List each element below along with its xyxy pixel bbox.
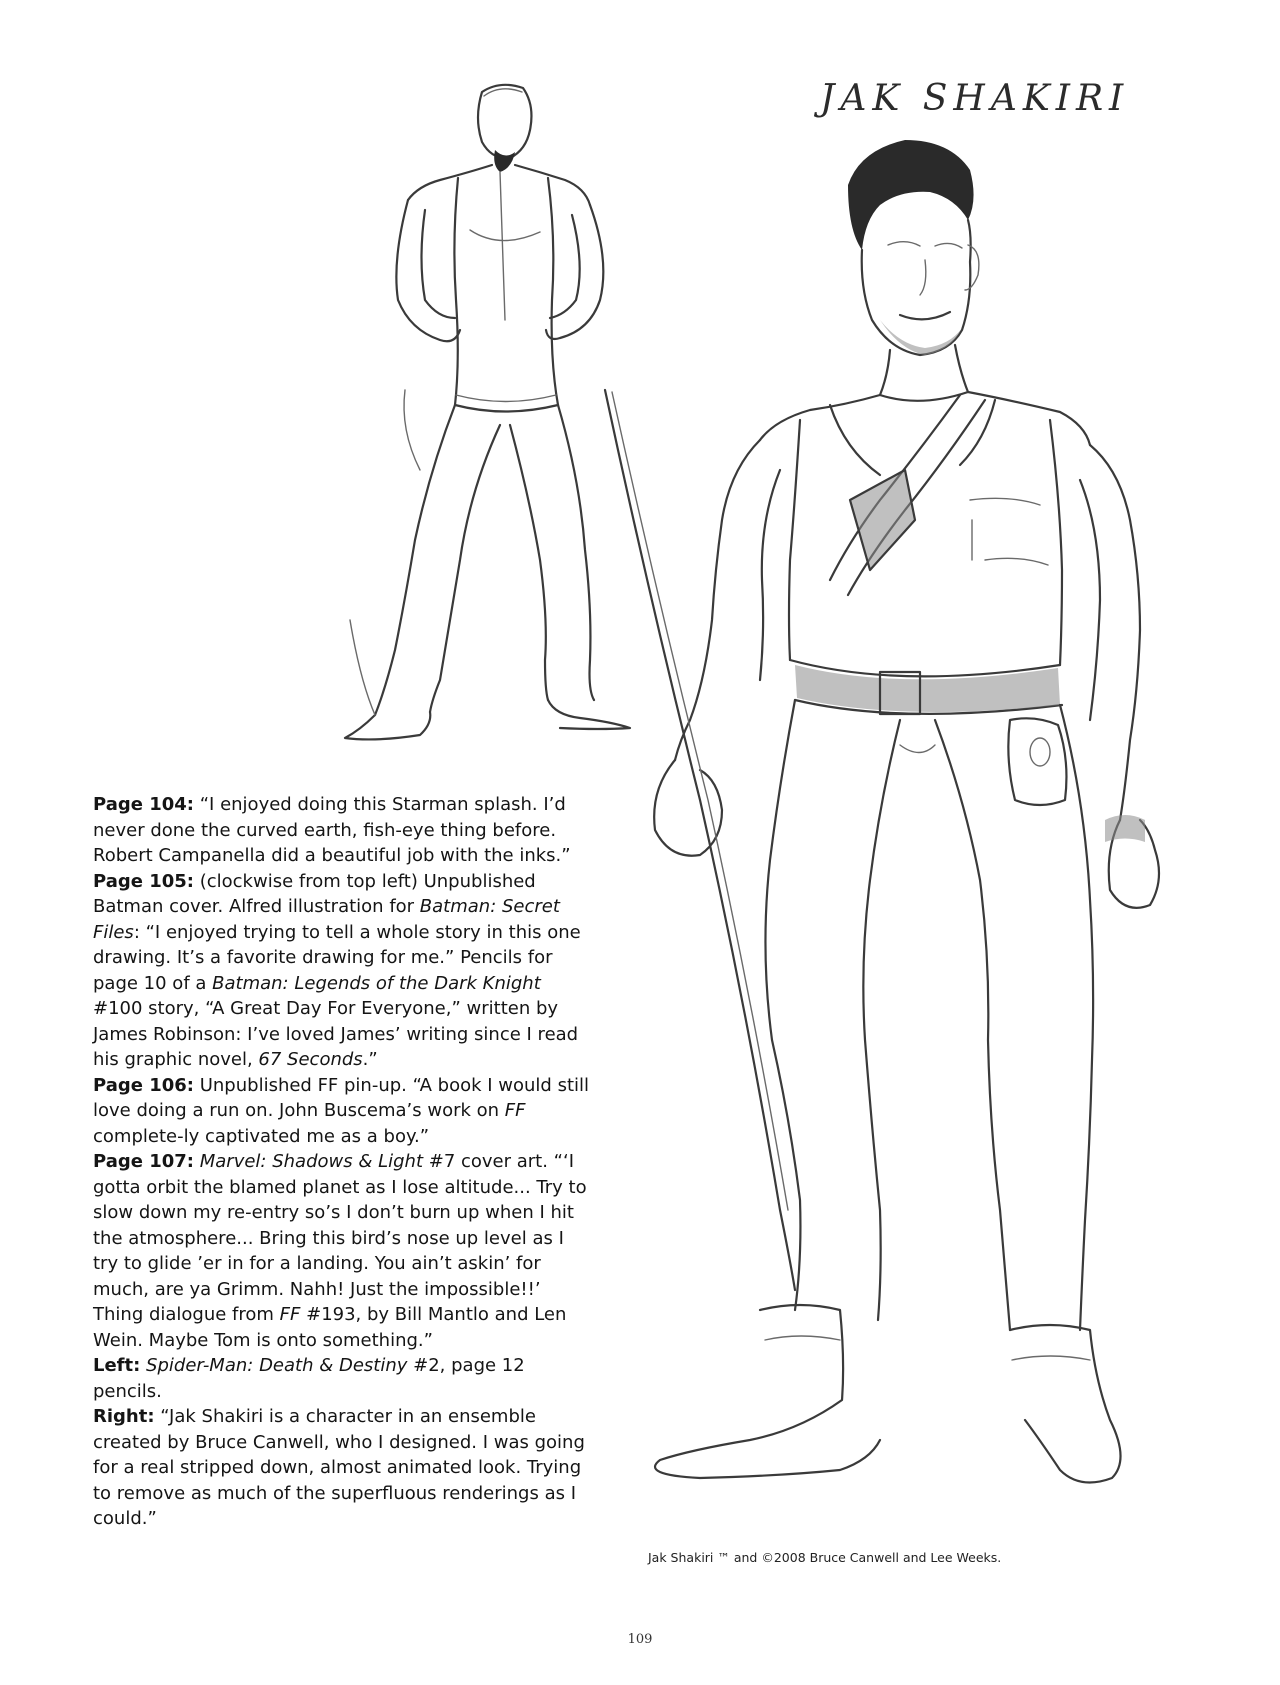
caption-entry bbox=[93, 792, 593, 869]
page-number: 109 bbox=[627, 1632, 653, 1647]
caption-text: “I enjoyed doing this Starman splash. I’d never done the curved earth, fish-eye thing before. Robert Campanella did a beautiful job with the inks.” bbox=[93, 794, 571, 866]
caption-text: Unpublished FF pin-up. “A book I would still love doing a run on. John Buscema’s work on bbox=[93, 1074, 590, 1121]
caption-title-italic: Spider-Man: Death & Destiny bbox=[146, 1355, 408, 1376]
caption-text: “Jak Shakiri is a character in an ensemble created by Bruce Canwell, who I designed. I was going for a real stripped down, almost animated look. Trying to remove as much of the superfluous renderings as I could.” bbox=[93, 1406, 585, 1529]
caption-entry bbox=[93, 1149, 593, 1353]
caption-title-italic: Marvel: Shadows & Light bbox=[199, 1151, 424, 1172]
background-figure-sketch bbox=[345, 85, 630, 740]
caption-entry-label: Page 105: bbox=[93, 870, 194, 892]
caption-title-italic: FF bbox=[504, 1100, 526, 1121]
caption-text: #193, by Bill Mantlo and Len Wein. Maybe Tom is onto something.” bbox=[93, 1304, 567, 1351]
caption-entry bbox=[93, 1404, 593, 1532]
jak-shakiri-sketch bbox=[605, 140, 1159, 1483]
caption-text: .” bbox=[362, 1049, 378, 1070]
sketch-handwritten-title: JAK SHAKIRI bbox=[820, 78, 1130, 119]
caption-text: #100 story, “A Great Day For Everyone,” written by James Robinson: I’ve loved James’ writing since I read his graphic novel, bbox=[93, 998, 579, 1070]
caption-text: complete-ly captivated me as a boy.” bbox=[93, 1125, 430, 1147]
caption-text: #7 cover art. “‘I gotta orbit the blamed planet as I lose altitude... Try to slow down my re-entry so’s I don’t burn up when I hit the atmosphere... Bring this bird’s nose up level as I try to glide ’er in for a landing. You ain’t askin’ for much, are ya Grimm. Nahh! Just the impossible!!’ Thing dialogue from bbox=[93, 1151, 587, 1325]
caption-entry-label: Page 107: bbox=[93, 1151, 194, 1172]
caption-text: : “I enjoyed trying to tell a whole story in this one drawing. It’s a favorite drawing for me.” Pencils for page 10 of a bbox=[93, 921, 581, 994]
caption-notes bbox=[93, 792, 593, 1532]
caption-entry bbox=[93, 869, 593, 1073]
caption-entry bbox=[93, 1073, 593, 1150]
caption-text: #2, page 12 pencils. bbox=[93, 1355, 525, 1402]
caption-entry-label: Right: bbox=[93, 1406, 155, 1427]
caption-title-italic: Batman: Legends of the Dark Knight bbox=[212, 972, 541, 994]
caption-text: (clockwise from top left) Unpublished Batman cover. Alfred illustration for bbox=[93, 870, 536, 917]
caption-entry-label: Page 106: bbox=[93, 1074, 194, 1096]
copyright-credit: Jak Shakiri ™ and ©2008 Bruce Canwell and Lee Weeks. bbox=[648, 1550, 1002, 1565]
caption-title-italic: 67 Seconds bbox=[258, 1049, 363, 1070]
caption-entry-label: Page 104: bbox=[93, 794, 194, 815]
caption-title-italic: Batman: Secret Files bbox=[93, 896, 560, 943]
caption-entry bbox=[93, 1353, 593, 1404]
caption-title-italic: FF bbox=[279, 1304, 301, 1325]
caption-entry-label: Left: bbox=[93, 1355, 141, 1376]
